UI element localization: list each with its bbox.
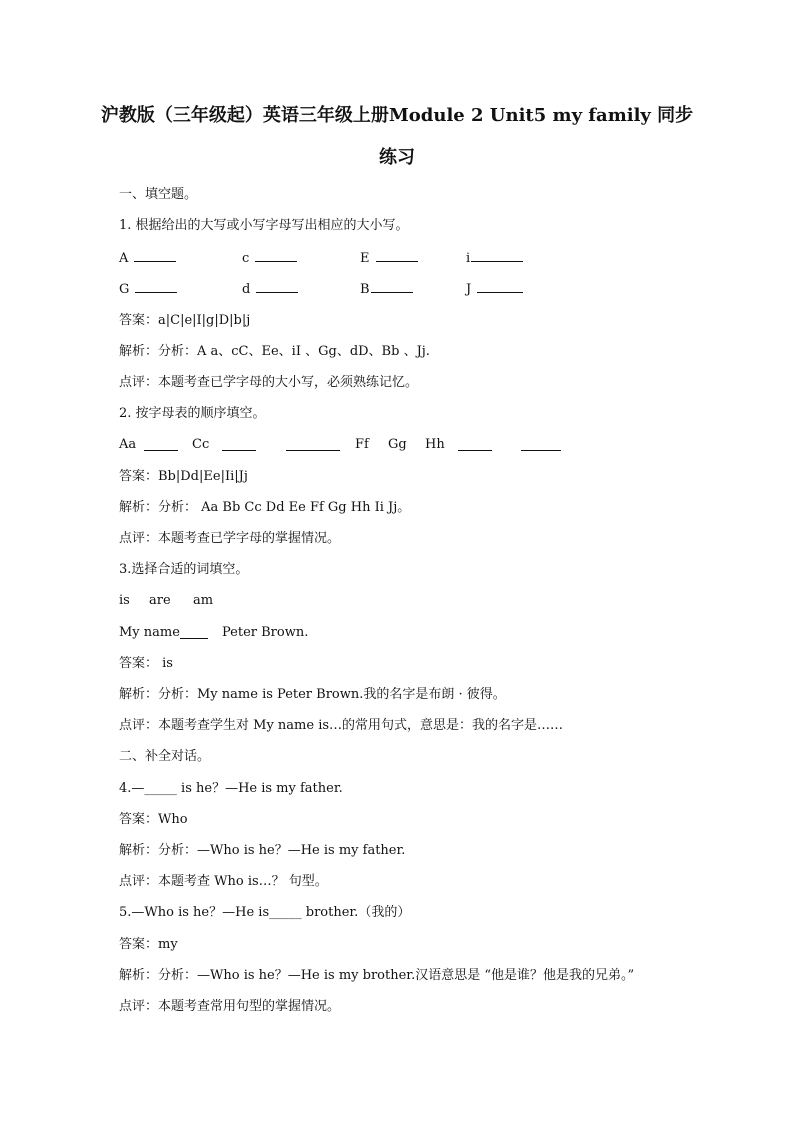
question-3-comment: 点评：本题考查学生对 My name is…的常用句式，意思是：我的名字是…… [119, 718, 564, 733]
question-5-text: 5.—Who is he？—He is_____ brother.（我的） [119, 905, 411, 920]
answer-blank [255, 249, 297, 262]
q3-option-am: am [193, 593, 214, 608]
question-2-answer: 答案：Bb|Dd|Ee|Ii|Jj [119, 469, 248, 484]
q1-row2-item-2 [242, 280, 298, 299]
section-heading-dialogue: 二、补全对话。 [119, 749, 211, 764]
q3-option-are: are [149, 593, 171, 608]
q2-letter-cc: Cc [192, 437, 210, 452]
q1-row1-item-1 [119, 249, 176, 268]
document-title-line-1: 沪教版（三年级起）英语三年级上册Module 2 Unit5 my family 同步 [100, 105, 694, 126]
answer-blank [521, 438, 561, 451]
answer-blank [458, 438, 492, 451]
question-5-analysis: 解析：分析：—Who is he？—He is my brother.汉语意思是 “他是谁？他是我的兄弟。” [119, 968, 635, 983]
letter: E [360, 251, 370, 266]
q1-row1-item-4 [466, 249, 523, 268]
answer-blank [180, 626, 208, 639]
answer-blank [256, 280, 298, 293]
letter: c [242, 251, 250, 266]
q1-row2-item-4 [466, 280, 523, 299]
q1-row2-item-1 [119, 280, 177, 299]
question-1-analysis: 解析：分析：A a、cC、Ee、iI 、Gg、dD、Bb 、Jj. [119, 344, 430, 359]
question-4-answer: 答案：Who [119, 812, 188, 827]
letter: d [242, 282, 251, 297]
question-1-answer: 答案：a|C|e|I|g|D|b|j [119, 313, 251, 328]
question-3-answer: 答案： is [119, 656, 173, 671]
question-1-comment: 点评：本题考查已学字母的大小写，必须熟练记忆。 [119, 375, 419, 390]
answer-blank [144, 438, 178, 451]
answer-blank [477, 280, 523, 293]
question-3-analysis: 解析：分析：My name is Peter Brown.我的名字是布朗 · 彼得。 [119, 687, 506, 702]
question-2-comment: 点评：本题考查已学字母的掌握情况。 [119, 531, 341, 546]
question-1-text: 1. 根据给出的大写或小写字母写出相应的大小写。 [119, 218, 409, 233]
document-title-line-2: 练习 [379, 147, 415, 168]
q2-letter-aa: Aa [119, 437, 137, 452]
answer-blank [222, 438, 256, 451]
question-4-analysis: 解析：分析：—Who is he？—He is my father. [119, 843, 406, 858]
question-4-comment: 点评：本题考查 Who is…？ 句型。 [119, 874, 328, 889]
q1-row1-item-3 [360, 249, 418, 268]
question-5-answer: 答案：my [119, 937, 178, 952]
letter: G [119, 282, 130, 297]
answer-blank [471, 249, 523, 262]
q2-letter-hh: Hh [425, 437, 445, 452]
answer-blank [286, 438, 340, 451]
q3-option-is: is [119, 593, 130, 608]
q1-row2-item-3 [360, 280, 413, 299]
letter: B [360, 282, 370, 297]
answer-blank [371, 280, 413, 293]
q1-row1-item-2 [242, 249, 297, 268]
q2-letter-ff: Ff [355, 437, 369, 452]
letter: J [466, 282, 472, 297]
letter: i [466, 251, 471, 266]
answer-blank [135, 280, 177, 293]
question-2-analysis: 解析：分析： Aa Bb Cc Dd Ee Ff Gg Hh Ii Jj。 [119, 500, 411, 515]
answer-blank [376, 249, 418, 262]
question-3-text: 3.选择合适的词填空。 [119, 562, 249, 577]
question-2-text: 2. 按字母表的顺序填空。 [119, 406, 266, 421]
question-4-text: 4.—_____ is he？—He is my father. [119, 781, 343, 796]
q3-sentence-end: Peter Brown. [222, 625, 309, 640]
q2-letter-gg: Gg [388, 437, 407, 452]
answer-blank [134, 249, 176, 262]
letter: A [119, 251, 129, 266]
q3-sentence-start: My name [119, 625, 180, 640]
section-heading-fill-blanks: 一、填空题。 [119, 187, 198, 202]
question-5-comment: 点评：本题考查常用句型的掌握情况。 [119, 999, 341, 1014]
